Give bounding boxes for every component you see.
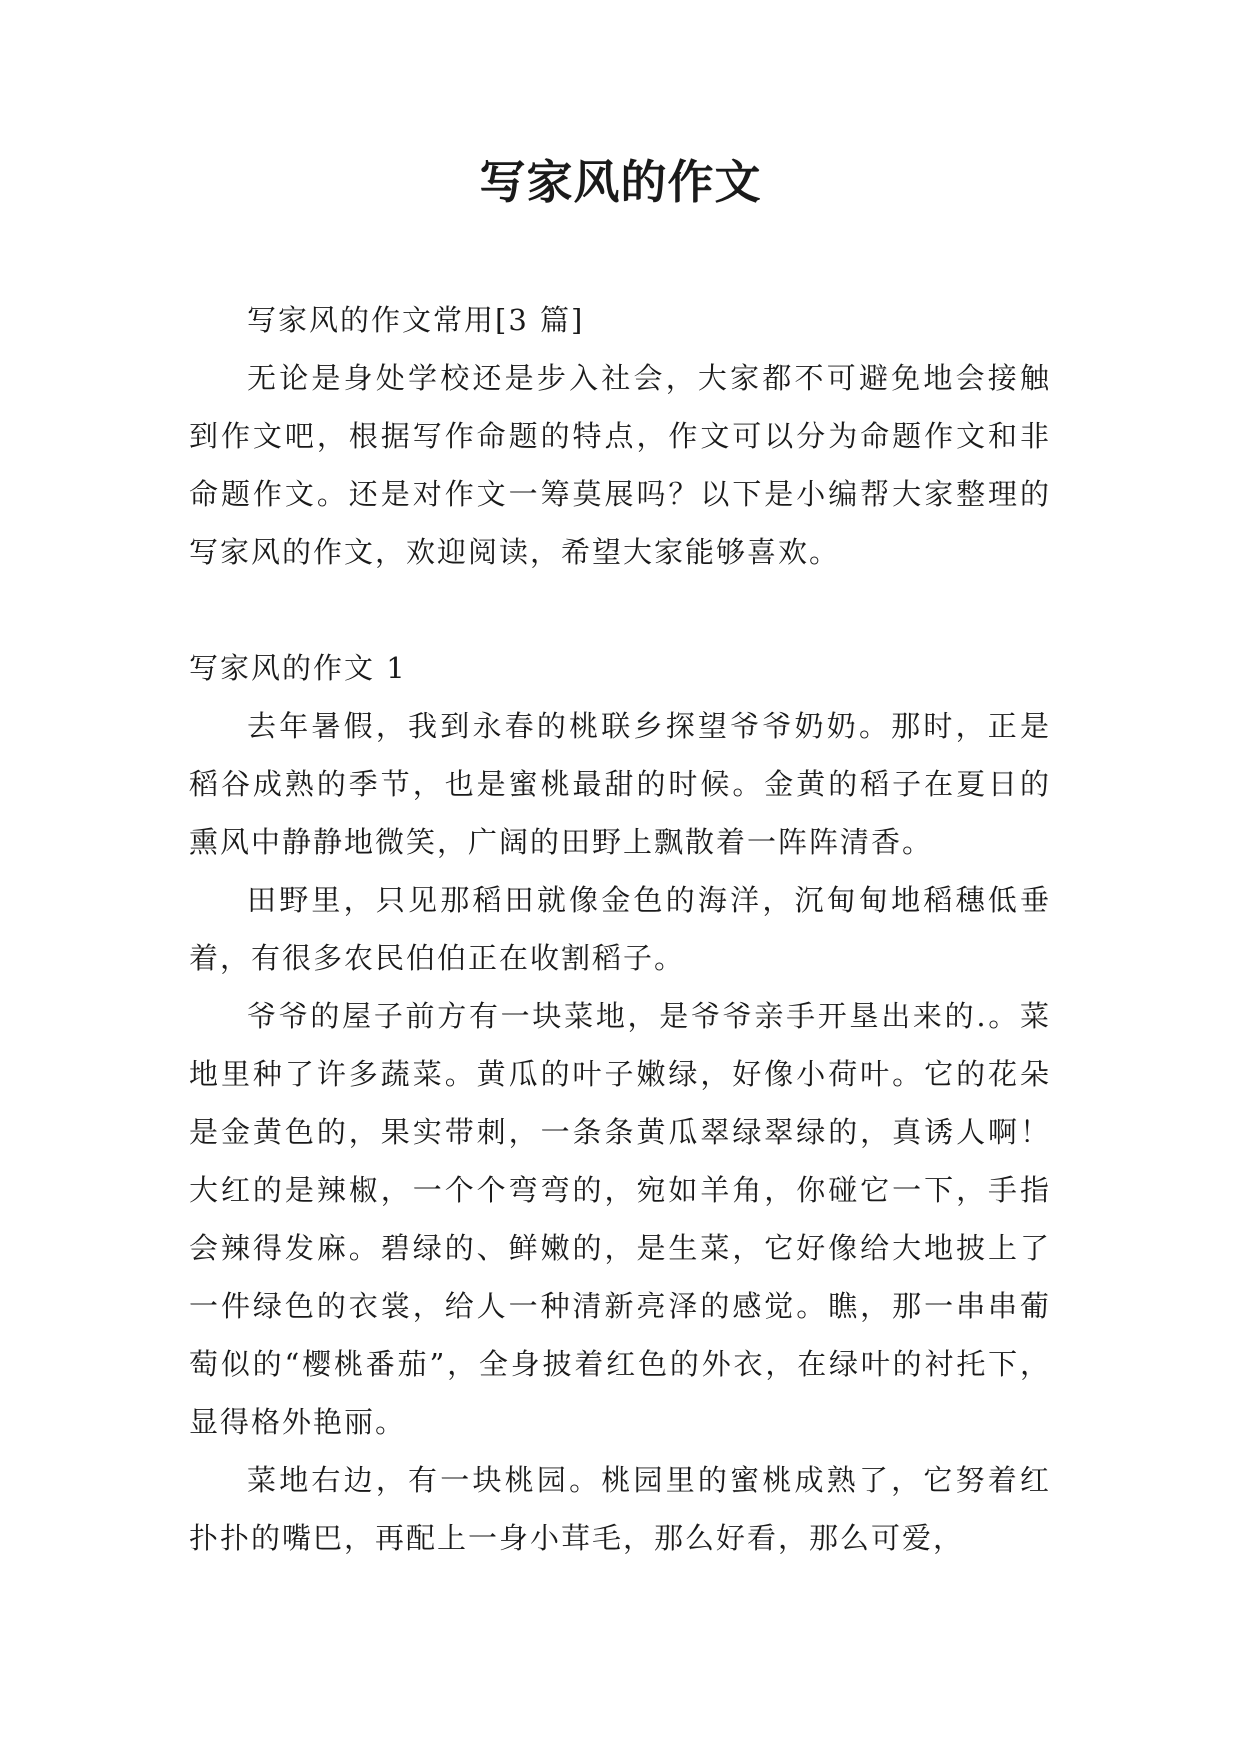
section-gap — [189, 581, 1051, 639]
document-body — [189, 291, 1051, 1567]
document-subtitle: 写家风的作文常用[3 篇] — [247, 303, 585, 337]
body-paragraph-3: 爷爷的屋子前方有一块菜地，是爷爷亲手开垦出来的.。菜地里种了许多蔬菜。黄瓜的叶子嫩绿，好像小荷叶。它的花朵是金黄色的，果实带刺，一条条黄瓜翠绿翠绿的，真诱人啊！大红的是辣椒，一个个弯弯的，宛如羊角，你碰它一下，手指会辣得发麻。碧绿的、鲜嫩的，是生菜，它好像给大地披上了一件绿色的衣裳，给人一种清新亮泽的感觉。瞧，那一串串葡萄似的“樱桃番茄”，全身披着红色的外衣，在绿叶的衬托下，显得格外艳丽。 — [189, 999, 1051, 1439]
section-heading: 写家风的作文 1 — [189, 651, 407, 685]
body-paragraph-2: 田野里，只见那稻田就像金色的海洋，沉甸甸地稻穗低垂着，有很多农民伯伯正在收割稻子。 — [189, 883, 1051, 975]
body-paragraph-1: 去年暑假，我到永春的桃联乡探望爷爷奶奶。那时，正是稻谷成熟的季节，也是蜜桃最甜的时候。金黄的稻子在夏日的熏风中静静地微笑，广阔的田野上飘散着一阵阵清香。 — [189, 709, 1051, 859]
body-paragraph-4: 菜地右边，有一块桃园。桃园里的蜜桃成熟了，它努着红扑扑的嘴巴，再配上一身小茸毛，那么好看，那么可爱， — [189, 1463, 1051, 1555]
document-title: 写家风的作文 — [479, 155, 762, 209]
intro-paragraph: 无论是身处学校还是步入社会，大家都不可避免地会接触到作文吧，根据写作命题的特点，作文可以分为命题作文和非命题作文。还是对作文一筹莫展吗？以下是小编帮大家整理的写家风的作文，欢迎阅读，希望大家能够喜欢。 — [189, 361, 1051, 569]
